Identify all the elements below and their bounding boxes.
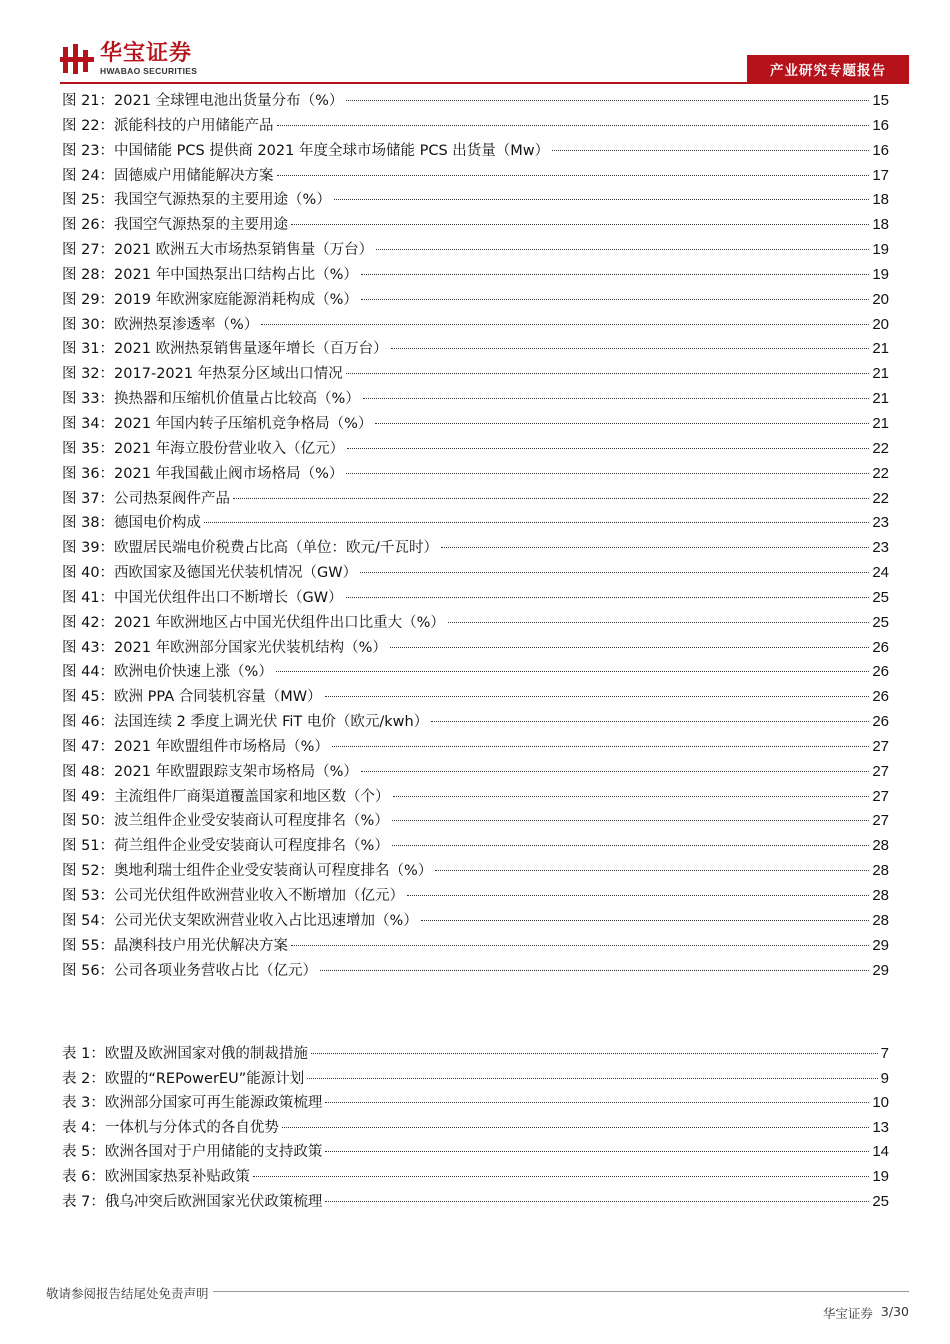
figure-entry-label: 图 52：奥地利瑞士组件企业受安装商认可程度排名（%） bbox=[62, 863, 433, 880]
dot-leader bbox=[291, 945, 869, 946]
figure-entry-label: 图 25：我国空气源热泵的主要用途（%） bbox=[62, 192, 331, 209]
figure-entry-label: 图 40：西欧国家及德国光伏装机情况（GW） bbox=[62, 565, 358, 582]
figure-entry-page: 21 bbox=[872, 414, 889, 432]
figure-entry-page: 23 bbox=[872, 514, 889, 532]
figure-entry-page: 27 bbox=[872, 787, 889, 805]
dot-leader bbox=[435, 870, 869, 871]
figure-entry-label: 图 51：荷兰组件企业受安装商认可程度排名（%） bbox=[62, 838, 389, 855]
figure-entry[interactable] bbox=[62, 859, 889, 884]
disclaimer-note: 敬请参阅报告结尾处免责声明 bbox=[46, 1284, 213, 1302]
page-number: 3/30 bbox=[880, 1304, 909, 1319]
dot-leader bbox=[346, 373, 870, 374]
table-entry-label: 表 6：欧洲国家热泵补贴政策 bbox=[62, 1168, 250, 1185]
header-divider bbox=[60, 82, 909, 84]
figure-entry-label: 图 27：2021 欧洲五大市场热泵销售量（万台） bbox=[62, 242, 374, 259]
dot-leader bbox=[392, 845, 869, 846]
table-entry[interactable] bbox=[62, 1091, 889, 1116]
figure-entry-page: 27 bbox=[872, 737, 889, 755]
dot-leader bbox=[332, 746, 869, 747]
figure-entry[interactable] bbox=[62, 660, 889, 685]
figure-entry-label: 图 34：2021 年国内转子压缩机竞争格局（%） bbox=[62, 415, 373, 432]
figure-entry-page: 22 bbox=[872, 439, 889, 457]
dot-leader bbox=[307, 1078, 877, 1079]
figure-entry-label: 图 53：公司光伏组件欧洲营业收入不断增加（亿元） bbox=[62, 888, 405, 904]
figure-entry[interactable] bbox=[62, 536, 889, 561]
figure-entry[interactable] bbox=[62, 636, 889, 661]
figure-entry-label: 图 35：2021 年海立股份营业收入（亿元） bbox=[62, 440, 345, 457]
dot-leader bbox=[376, 249, 869, 250]
figure-entry[interactable] bbox=[62, 437, 889, 462]
figure-entry-label: 图 22：派能科技的户用储能产品 bbox=[62, 117, 274, 134]
figure-entry[interactable] bbox=[62, 89, 889, 114]
figure-entry-label: 图 56：公司各项业务营收占比（亿元） bbox=[62, 962, 318, 979]
table-entry-page: 19 bbox=[872, 1167, 889, 1185]
dot-leader bbox=[441, 547, 869, 548]
table-entry-page: 9 bbox=[880, 1069, 889, 1087]
figure-entry[interactable] bbox=[62, 188, 889, 213]
table-entry[interactable] bbox=[62, 1067, 889, 1092]
dot-leader bbox=[277, 175, 870, 176]
figure-entry[interactable] bbox=[62, 139, 889, 164]
figure-entry[interactable] bbox=[62, 313, 889, 338]
figure-entry-label: 图 48：2021 年欧盟跟踪支架市场格局（%） bbox=[62, 763, 358, 780]
figure-entry-page: 29 bbox=[872, 936, 889, 954]
table-entry-label: 表 7：俄乌冲突后欧洲国家光伏政策梳理 bbox=[62, 1193, 323, 1210]
dot-leader bbox=[276, 671, 869, 672]
figure-entry-page: 16 bbox=[872, 116, 889, 134]
dot-leader bbox=[361, 274, 869, 275]
figure-entry[interactable] bbox=[62, 809, 889, 834]
dot-leader bbox=[407, 895, 869, 896]
figure-entry[interactable] bbox=[62, 213, 889, 238]
brand-name-en: HWABAO SECURITIES bbox=[100, 66, 198, 76]
table-entry-label: 表 3：欧洲部分国家可再生能源政策梳理 bbox=[62, 1095, 323, 1112]
figure-entry[interactable] bbox=[62, 884, 889, 909]
dot-leader bbox=[325, 1151, 869, 1152]
figure-entry-label: 图 32：2017-2021 年热泵分区域出口情况 bbox=[62, 366, 343, 383]
figure-entry-label: 图 26：我国空气源热泵的主要用途 bbox=[62, 217, 289, 234]
brand-name-cn: 华宝证券 bbox=[100, 41, 193, 66]
dot-leader bbox=[448, 622, 869, 623]
figure-entry-page: 22 bbox=[872, 464, 889, 482]
figure-entry[interactable] bbox=[62, 611, 889, 636]
table-entry-page: 14 bbox=[872, 1143, 889, 1161]
dot-leader bbox=[311, 1053, 878, 1054]
figure-entry-page: 27 bbox=[872, 812, 889, 830]
table-entry[interactable] bbox=[62, 1116, 889, 1141]
dot-leader bbox=[363, 398, 869, 399]
table-entry-page: 10 bbox=[872, 1094, 889, 1112]
figure-entry-label: 图 54：公司光伏支架欧洲营业收入占比迅速增加（%） bbox=[62, 912, 418, 929]
figure-entry[interactable] bbox=[62, 337, 889, 362]
dot-leader bbox=[361, 299, 869, 300]
table-entry[interactable] bbox=[62, 1165, 889, 1190]
figure-entry-label: 图 50：波兰组件企业受安装商认可程度排名（%） bbox=[62, 813, 389, 830]
figure-entry[interactable] bbox=[62, 362, 889, 387]
figure-entry-label: 图 23：中国储能 PCS 提供商 2021 年度全球市场储能 PCS 出货量（Mw） bbox=[62, 142, 550, 159]
figure-entry-page: 26 bbox=[872, 713, 889, 731]
dot-leader bbox=[277, 125, 870, 126]
figure-entry[interactable] bbox=[62, 114, 889, 139]
figure-entry-label: 图 33：换热器和压缩机价值量占比较高（%） bbox=[62, 391, 360, 408]
dot-leader bbox=[261, 324, 869, 325]
figure-entry[interactable] bbox=[62, 959, 889, 984]
figure-entry-page: 25 bbox=[872, 588, 889, 606]
figure-entry-label: 图 31：2021 欧洲热泵销售量逐年增长（百万台） bbox=[62, 341, 388, 358]
table-entry[interactable] bbox=[62, 1042, 889, 1067]
table-entry-label: 表 4：一体机与分体式的各自优势 bbox=[62, 1119, 279, 1136]
figure-entry-page: 17 bbox=[872, 166, 889, 184]
dot-leader bbox=[347, 448, 869, 449]
figure-entry-page: 20 bbox=[872, 290, 889, 308]
dot-leader bbox=[552, 150, 869, 151]
figure-entry-label: 图 44：欧洲电价快速上涨（%） bbox=[62, 664, 273, 681]
figure-entry-page: 25 bbox=[872, 613, 889, 631]
dot-leader bbox=[346, 473, 869, 474]
figure-entry-page: 27 bbox=[872, 762, 889, 780]
figure-entry-page: 19 bbox=[872, 265, 889, 283]
dot-leader bbox=[361, 771, 869, 772]
figure-entry-label: 图 24：固德威户用储能解决方案 bbox=[62, 167, 274, 184]
figure-entry-page: 22 bbox=[872, 489, 889, 507]
table-entry[interactable] bbox=[62, 1190, 889, 1215]
figure-entry-label: 图 29：2019 年欧洲家庭能源消耗构成（%） bbox=[62, 291, 358, 308]
figure-entry[interactable] bbox=[62, 412, 889, 437]
dot-leader bbox=[392, 820, 869, 821]
dot-leader bbox=[325, 1102, 869, 1103]
figure-entry-page: 28 bbox=[872, 837, 889, 855]
dot-leader bbox=[393, 796, 870, 797]
figure-entry-label: 图 55：晶澳科技户用光伏解决方案 bbox=[62, 937, 289, 954]
figure-index-list bbox=[62, 89, 889, 983]
figure-entry-label: 图 36：2021 年我国截止阀市场格局（%） bbox=[62, 465, 344, 482]
figure-entry-page: 26 bbox=[872, 638, 889, 656]
figure-entry-page: 26 bbox=[872, 663, 889, 681]
table-entry-label: 表 5：欧洲各国对于户用储能的支持政策 bbox=[62, 1144, 323, 1161]
figure-entry-page: 26 bbox=[872, 688, 889, 706]
dot-leader bbox=[346, 597, 870, 598]
figure-entry-page: 28 bbox=[872, 862, 889, 880]
figure-entry-label: 图 28：2021 年中国热泵出口结构占比（%） bbox=[62, 266, 358, 283]
figure-entry[interactable] bbox=[62, 785, 889, 810]
dot-leader bbox=[375, 423, 869, 424]
table-entry[interactable] bbox=[62, 1140, 889, 1165]
figure-entry[interactable] bbox=[62, 238, 889, 263]
dot-leader bbox=[204, 522, 869, 523]
figure-entry[interactable] bbox=[62, 263, 889, 288]
figure-entry-label: 图 39：欧盟居民端电价税费占比高（单位：欧元/千瓦时） bbox=[62, 540, 438, 557]
figure-entry-page: 15 bbox=[872, 92, 889, 109]
figure-entry-page: 23 bbox=[872, 539, 889, 557]
figure-entry-page: 24 bbox=[872, 564, 889, 582]
figure-entry[interactable] bbox=[62, 462, 889, 487]
figure-entry[interactable] bbox=[62, 164, 889, 189]
figure-entry-page: 19 bbox=[872, 241, 889, 259]
figure-entry-label: 图 41：中国光伏组件出口不断增长（GW） bbox=[62, 589, 343, 606]
figure-entry-label: 图 42：2021 年欧洲地区占中国光伏组件出口比重大（%） bbox=[62, 614, 445, 631]
figure-entry-page: 18 bbox=[872, 216, 889, 234]
logo-mark-icon bbox=[60, 42, 94, 76]
dot-leader bbox=[334, 199, 869, 200]
dot-leader bbox=[346, 100, 869, 101]
dot-leader bbox=[431, 721, 869, 722]
figure-entry-page: 16 bbox=[872, 141, 889, 159]
footer-info bbox=[823, 1304, 909, 1322]
dot-leader bbox=[391, 348, 870, 349]
figure-entry-label: 图 45：欧洲 PPA 合同装机容量（MW） bbox=[62, 689, 322, 706]
figure-entry-label: 图 37：公司热泵阀件产品 bbox=[62, 490, 231, 507]
figure-entry[interactable] bbox=[62, 735, 889, 760]
dot-leader bbox=[325, 696, 870, 697]
figure-entry-page: 21 bbox=[872, 365, 889, 383]
dot-leader bbox=[320, 970, 869, 971]
figure-entry[interactable] bbox=[62, 685, 889, 710]
dot-leader bbox=[360, 572, 869, 573]
figure-entry-label: 图 49：主流组件厂商渠道覆盖国家和地区数（个） bbox=[62, 788, 390, 805]
figure-entry-label: 图 38：德国电价构成 bbox=[62, 515, 202, 532]
table-entry-label: 表 2：欧盟的“REPowerEU”能源计划 bbox=[62, 1070, 305, 1087]
figure-entry-page: 21 bbox=[872, 340, 889, 358]
figure-entry-label: 图 47：2021 年欧盟组件市场格局（%） bbox=[62, 738, 329, 755]
dot-leader bbox=[390, 647, 869, 648]
figure-entry[interactable] bbox=[62, 387, 889, 412]
figure-entry[interactable] bbox=[62, 561, 889, 586]
table-entry-label: 表 1：欧盟及欧洲国家对俄的制裁措施 bbox=[62, 1046, 308, 1062]
figure-entry[interactable] bbox=[62, 760, 889, 785]
dot-leader bbox=[325, 1201, 869, 1202]
figure-entry-label: 图 30：欧洲热泵渗透率（%） bbox=[62, 316, 259, 333]
figure-entry[interactable] bbox=[62, 487, 889, 512]
figure-entry[interactable] bbox=[62, 511, 889, 536]
table-index-list bbox=[62, 1042, 889, 1214]
figure-entry-page: 21 bbox=[872, 390, 889, 408]
company-logo bbox=[60, 42, 197, 76]
dot-leader bbox=[282, 1127, 869, 1128]
figure-entry[interactable] bbox=[62, 934, 889, 959]
dot-leader bbox=[291, 224, 869, 225]
figure-entry-page: 28 bbox=[872, 887, 889, 904]
figure-entry[interactable] bbox=[62, 909, 889, 934]
figure-entry-page: 28 bbox=[872, 911, 889, 929]
figure-entry-label: 图 46：法国连续 2 季度上调光伏 FiT 电价（欧元/kwh） bbox=[62, 714, 429, 731]
footer-company: 华宝证券 bbox=[822, 1306, 873, 1321]
figure-entry[interactable] bbox=[62, 834, 889, 859]
table-entry-page: 13 bbox=[872, 1118, 889, 1136]
figure-entry-label: 图 21：2021 全球锂电池出货量分布（%） bbox=[62, 93, 344, 109]
dot-leader bbox=[421, 920, 869, 921]
report-type-badge: 产业研究专题报告 bbox=[747, 55, 909, 82]
dot-leader bbox=[233, 498, 869, 499]
table-entry-page: 7 bbox=[880, 1045, 889, 1062]
dot-leader bbox=[253, 1176, 869, 1177]
figure-entry-page: 18 bbox=[872, 191, 889, 209]
figure-entry-page: 29 bbox=[872, 961, 889, 979]
figure-entry-page: 20 bbox=[872, 315, 889, 333]
figure-entry-label: 图 43：2021 年欧洲部分国家光伏装机结构（%） bbox=[62, 639, 387, 656]
table-entry-page: 25 bbox=[872, 1192, 889, 1210]
figure-entry[interactable] bbox=[62, 586, 889, 611]
figure-entry[interactable] bbox=[62, 288, 889, 313]
figure-entry[interactable] bbox=[62, 710, 889, 735]
